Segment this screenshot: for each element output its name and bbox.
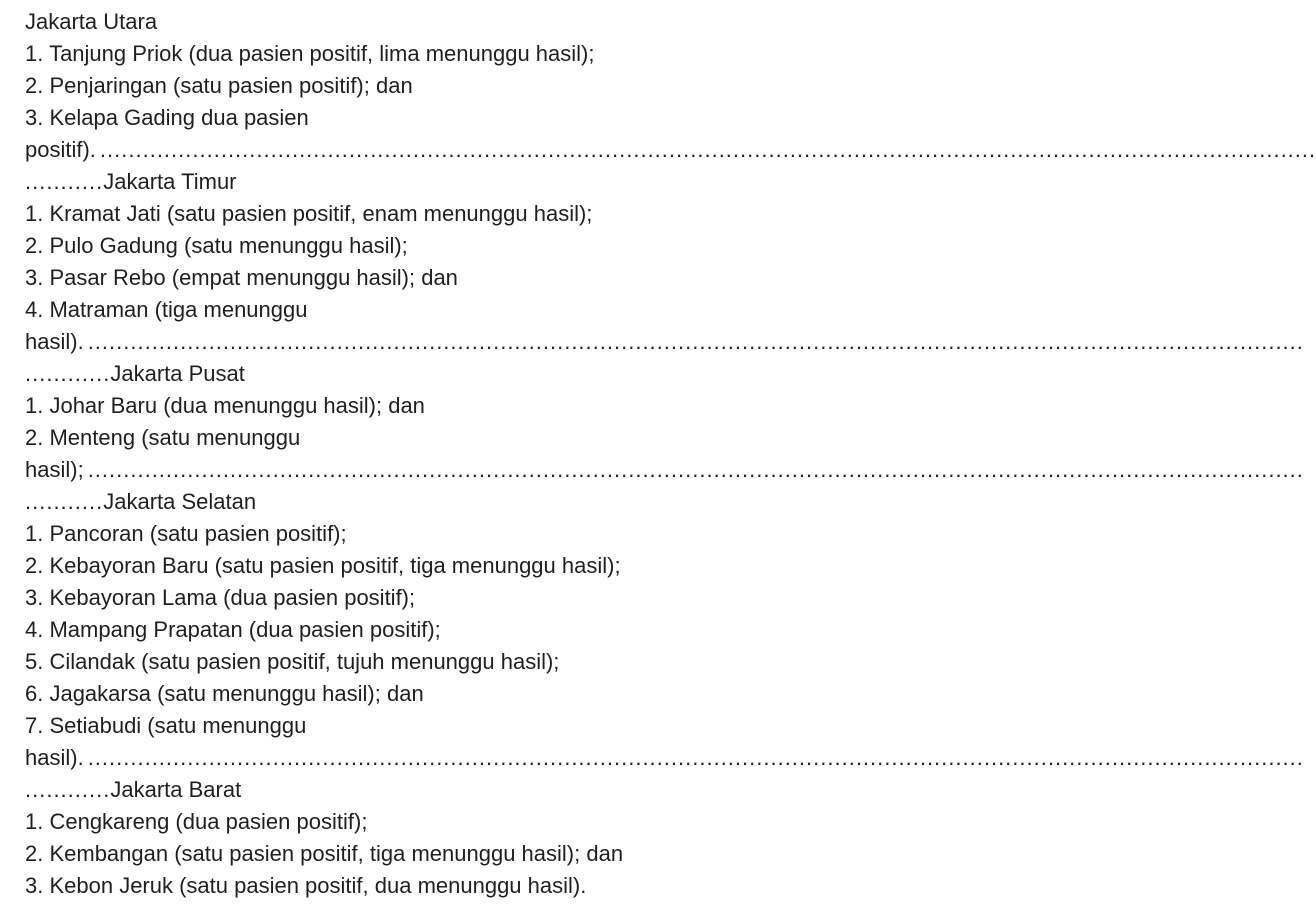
heading-text: Jakarta Utara — [25, 9, 158, 34]
heading-dot-prefix: ............ — [25, 361, 111, 386]
list-item — [25, 806, 695, 838]
list-item — [25, 262, 695, 294]
list-item-text: positif). — [25, 137, 96, 162]
list-item-text: 3. Kelapa Gading dua pasien — [25, 105, 309, 130]
list-item — [25, 390, 695, 422]
list-item — [25, 710, 695, 742]
list-item — [25, 870, 695, 902]
heading-text: Jakarta Timur — [103, 169, 237, 194]
dot-leader: ........................................................................................................................................................................... — [99, 137, 1316, 162]
list-item-text: 4. Mampang Prapatan (dua pasien positif); — [25, 617, 441, 642]
list-item — [25, 38, 695, 70]
list-item — [25, 230, 695, 262]
list-item — [25, 614, 695, 646]
list-item-text: 3. Kebon Jeruk (satu pasien positif, dua menunggu hasil). — [25, 873, 587, 898]
list-item — [25, 518, 695, 550]
section-heading-jakarta-pusat — [25, 358, 695, 390]
list-item — [25, 422, 695, 454]
list-item — [25, 678, 695, 710]
list-item-text: 2. Penjaringan (satu pasien positif); dan — [25, 73, 413, 98]
heading-dot-prefix: ........... — [25, 489, 104, 514]
list-item-continuation — [25, 326, 1304, 358]
list-item — [25, 102, 695, 134]
list-item-continuation — [25, 454, 1304, 486]
section-heading-jakarta-selatan — [25, 486, 695, 518]
heading-text: Jakarta Selatan — [103, 489, 257, 514]
list-item-text: hasil); — [25, 457, 84, 482]
list-item-text: 6. Jagakarsa (satu menunggu hasil); dan — [25, 681, 424, 706]
list-item-text: 4. Matraman (tiga menunggu — [25, 297, 308, 322]
list-item-continuation — [25, 134, 1316, 166]
list-item-text: 2. Kebayoran Baru (satu pasien positif, tiga menunggu hasil); — [25, 553, 621, 578]
list-item-text: 7. Setiabudi (satu menunggu — [25, 713, 307, 738]
dot-leader: ........................................................................................................................................................................... — [87, 745, 1304, 770]
list-item — [25, 646, 695, 678]
list-item — [25, 294, 695, 326]
heading-dot-prefix: ........... — [25, 169, 104, 194]
document-body — [25, 6, 1316, 902]
list-item-text: 2. Kembangan (satu pasien positif, tiga menunggu hasil); dan — [25, 841, 624, 866]
list-item-text: 5. Cilandak (satu pasien positif, tujuh menunggu hasil); — [25, 649, 560, 674]
list-item — [25, 838, 695, 870]
list-item-text: 1. Kramat Jati (satu pasien positif, enam menunggu hasil); — [25, 201, 593, 226]
list-item — [25, 550, 695, 582]
section-heading-jakarta-timur — [25, 166, 695, 198]
dot-leader: ........................................................................................................................................................................... — [87, 329, 1304, 354]
list-item — [25, 70, 695, 102]
list-item-text: hasil). — [25, 329, 84, 354]
list-item-text: 1. Tanjung Priok (dua pasien positif, lima menunggu hasil); — [25, 41, 595, 66]
list-item-text: 1. Pancoran (satu pasien positif); — [25, 521, 347, 546]
list-item-text: 2. Menteng (satu menunggu — [25, 425, 301, 450]
list-item-text: hasil). — [25, 745, 84, 770]
section-heading-jakarta-barat — [25, 774, 695, 806]
heading-text: Jakarta Barat — [110, 777, 242, 802]
list-item — [25, 582, 695, 614]
list-item-text: 1. Johar Baru (dua menunggu hasil); dan — [25, 393, 425, 418]
list-item-text: 3. Kebayoran Lama (dua pasien positif); — [25, 585, 416, 610]
list-item-text: 1. Cengkareng (dua pasien positif); — [25, 809, 368, 834]
heading-text: Jakarta Pusat — [110, 361, 245, 386]
section-heading-jakarta-utara — [25, 6, 695, 38]
heading-dot-prefix: ............ — [25, 777, 111, 802]
list-item-text: 2. Pulo Gadung (satu menunggu hasil); — [25, 233, 408, 258]
dot-leader: ........................................................................................................................................................................... — [87, 457, 1304, 482]
list-item-continuation — [25, 742, 1304, 774]
list-item-text: 3. Pasar Rebo (empat menunggu hasil); dan — [25, 265, 458, 290]
list-item — [25, 198, 695, 230]
